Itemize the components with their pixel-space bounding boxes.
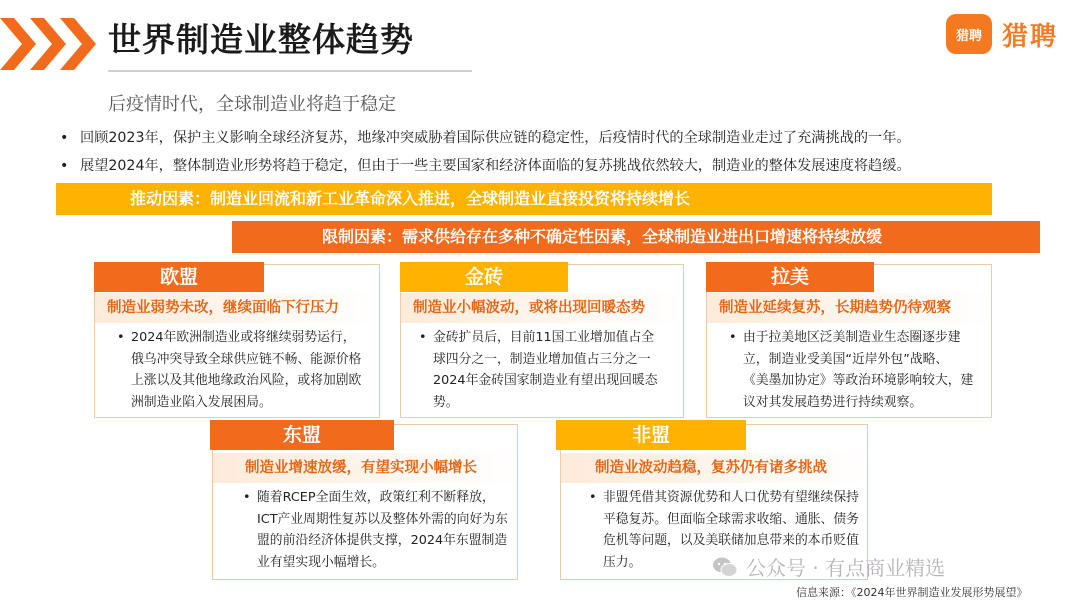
body-line: 立，制造业受美国“近岸外包”战略、: [743, 351, 949, 367]
watermark: [712, 552, 945, 581]
limiting-factors-band: 限制因素：需求供给存在多种不确定性因素，全球制造业进出口增速将持续放缓: [232, 221, 1040, 253]
region-tab-latam: 拉美: [706, 262, 874, 292]
driving-factors-band: 推动因素：制造业回流和新工业革命深入推进，全球制造业直接投资将持续增长: [56, 183, 992, 215]
watermark-text: 公众号 · 有点商业精选: [746, 556, 946, 580]
body-line: 势。: [433, 394, 459, 410]
brand-logo: [946, 14, 1058, 54]
page-title: 世界制造业整体趋势: [108, 20, 414, 59]
body-line: 平稳复苏。但面临全球需求收缩、通胀、债务: [603, 511, 859, 527]
body-line: 盟的前沿经济体提供支撑，2024年东盟制造: [257, 533, 508, 548]
intro-bullet: [60, 155, 911, 175]
bullet-dot: •: [60, 158, 69, 174]
region-headline: 制造业延续复苏，长期趋势仍待观察: [707, 293, 991, 323]
body-line: 上涨以及其他地缘政治风险，或将加剧欧: [131, 373, 362, 388]
title-divider: [108, 70, 472, 72]
region-body: • 由于拉美地区泛美制造业生态圈逐步建 立，制造业受美国“近岸外包”战略、 《美墨加协定》等政治环境影响较大，建 议对其发展趋势进行持续观察。: [743, 327, 973, 413]
region-body: • 金砖扩员后，目前11国工业增加值占全 球四分之一，制造业增加值占三分之一 2024年金砖国家制造业有望出现回暖态 势。: [433, 327, 658, 413]
body-line: 危机等问题，以及美联储加息带来的本币贬值: [603, 533, 859, 548]
body-line: 业有望实现小幅增长。: [257, 554, 385, 570]
page-subtitle: 后疫情时代，全球制造业将趋于稳定: [108, 94, 396, 115]
region-tab-eu: 欧盟: [94, 262, 264, 292]
region-headline: 制造业波动趋稳，复苏仍有诸多挑战: [561, 453, 867, 483]
body-line: 2024年欧洲制造业或将继续弱势运行，: [131, 330, 356, 345]
intro-bullet: [60, 127, 911, 147]
region-tab-asean: 东盟: [210, 420, 394, 450]
region-body: • 非盟凭借其资源优势和人口优势有望继续保持 平稳复苏。但面临全球需求收缩、通胀、债务 危机等问题，以及美联储加息带来的本币贬值 压力。: [603, 487, 859, 573]
body-line: 非盟凭借其资源优势和人口优势有望继续保持: [603, 490, 859, 505]
source-note: 信息来源：《2024年世界制造业发展形势展望》: [796, 586, 1028, 599]
region-body: • 随着RCEP全面生效，政策红利不断释放， ICT产业周期性复苏以及整体外需的向好为东 盟的前沿经济体提供支撑，2024年东盟制造 业有望实现小幅增长。: [257, 487, 508, 573]
region-headline: 制造业增速放缓，有望实现小幅增长: [213, 453, 517, 483]
body-line: 2024年金砖国家制造业有望出现回暖态: [433, 373, 658, 388]
bullet-dot: •: [60, 130, 69, 146]
body-line: ICT产业周期性复苏以及整体外需的向好为东: [257, 511, 508, 527]
region-headline: 制造业弱势未改，继续面临下行压力: [95, 293, 379, 323]
body-line: 洲制造业陷入发展困局。: [131, 394, 272, 410]
region-tab-brics: 金砖: [400, 262, 568, 292]
region-tab-au: 非盟: [556, 420, 746, 450]
region-body: • 2024年欧洲制造业或将继续弱势运行， 俄乌冲突导致全球供应链不畅、能源价格 上涨以及其他地缘政治风险，或将加剧欧 洲制造业陷入发展困局。: [131, 327, 361, 413]
body-line: 由于拉美地区泛美制造业生态圈逐步建: [743, 330, 961, 345]
body-line: 议对其发展趋势进行持续观察。: [743, 394, 923, 410]
body-line: 金砖扩员后，目前11国工业增加值占全: [433, 330, 655, 345]
bullet-text: 展望2024年，整体制造业形势将趋于稳定，但由于一些主要国家和经济体面临的复苏挑战依然较大，制造业的整体发展速度将趋缓。: [80, 158, 911, 174]
region-headline: 制造业小幅波动，或将出现回暖态势: [401, 293, 683, 323]
logo-text: 猎聘: [1002, 21, 1059, 52]
logo-mark: 猎聘: [946, 14, 992, 54]
body-line: 压力。: [603, 554, 642, 570]
wechat-icon: [712, 556, 738, 578]
body-line: 俄乌冲突导致全球供应链不畅、能源价格: [131, 351, 362, 367]
body-line: 随着RCEP全面生效，政策红利不断释放，: [257, 490, 495, 505]
body-line: 球四分之一，制造业增加值占三分之一: [433, 351, 651, 367]
body-line: 《美墨加协定》等政治环境影响较大，建: [743, 373, 974, 388]
bullet-text: 回顾2023年，保护主义影响全球经济复苏，地缘冲突威胁着国际供应链的稳定性，后疫情时代的全球制造业走过了充满挑战的一年。: [80, 130, 911, 146]
